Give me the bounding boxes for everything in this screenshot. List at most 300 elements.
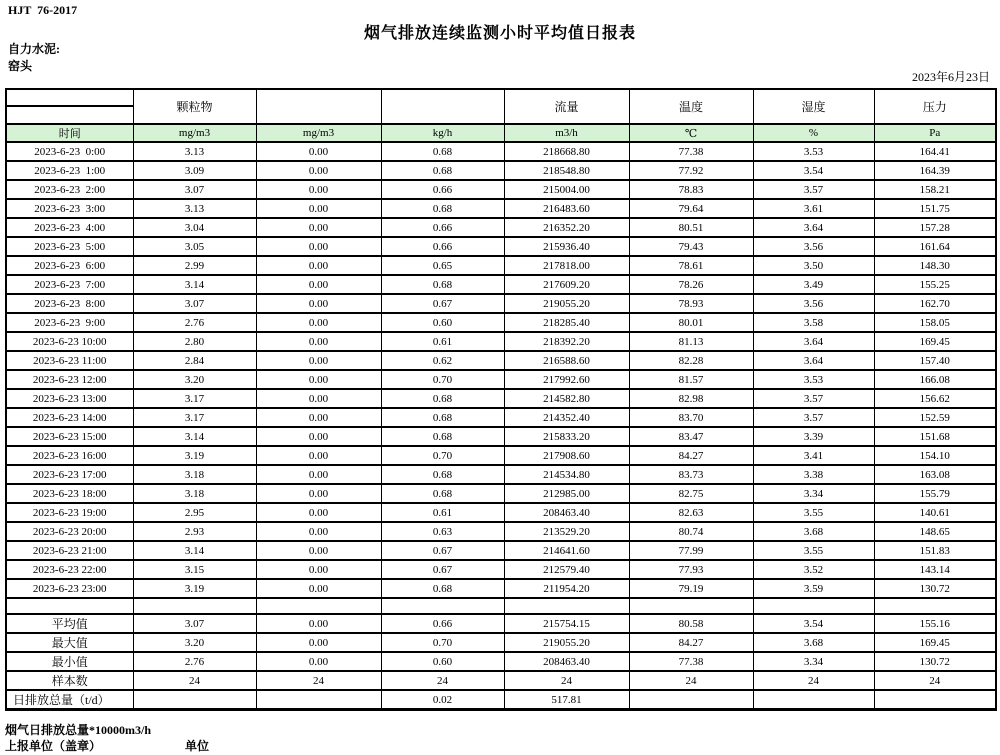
table-row bbox=[6, 541, 996, 560]
value-cell: 0.00 bbox=[256, 199, 381, 218]
value-cell: 83.70 bbox=[629, 408, 753, 427]
value-cell: 0.66 bbox=[381, 180, 504, 199]
value-cell: 208463.40 bbox=[504, 503, 629, 522]
value-cell: 79.19 bbox=[629, 579, 753, 598]
time-header-bottom-cell bbox=[6, 106, 133, 124]
value-cell: 0.70 bbox=[381, 370, 504, 389]
time-cell: 2023-6-23 8:00 bbox=[6, 294, 133, 313]
footer-report-unit: 上报单位（盖章） bbox=[5, 739, 102, 753]
value-cell: 78.93 bbox=[629, 294, 753, 313]
value-cell: 155.79 bbox=[874, 484, 996, 503]
value-cell: 3.57 bbox=[753, 408, 874, 427]
time-cell: 2023-6-23 21:00 bbox=[6, 541, 133, 560]
spacer-cell bbox=[256, 598, 381, 614]
value-cell: 0.61 bbox=[381, 503, 504, 522]
value-cell: 0.00 bbox=[256, 579, 381, 598]
table-row bbox=[6, 484, 996, 503]
value-cell: 0.67 bbox=[381, 294, 504, 313]
spacer-cell bbox=[629, 598, 753, 614]
footer-note: 烟气日排放总量*10000m3/h bbox=[5, 723, 152, 737]
time-cell: 2023-6-23 12:00 bbox=[6, 370, 133, 389]
summary-value-cell: 24 bbox=[874, 671, 996, 690]
value-cell: 218285.40 bbox=[504, 313, 629, 332]
summary-label: 最大值 bbox=[6, 633, 133, 652]
spacer-cell bbox=[6, 598, 133, 614]
summary-value-cell bbox=[629, 690, 753, 710]
value-cell: 3.57 bbox=[753, 389, 874, 408]
value-cell: 3.39 bbox=[753, 427, 874, 446]
value-cell: 3.09 bbox=[133, 161, 256, 180]
value-cell: 0.68 bbox=[381, 142, 504, 161]
table-row bbox=[6, 389, 996, 408]
unit-mgm3: mg/m3 bbox=[256, 124, 381, 142]
value-cell: 3.17 bbox=[133, 408, 256, 427]
table-row bbox=[6, 408, 996, 427]
summary-label: 样本数 bbox=[6, 671, 133, 690]
value-cell: 151.83 bbox=[874, 541, 996, 560]
time-cell: 2023-6-23 9:00 bbox=[6, 313, 133, 332]
value-cell: 158.05 bbox=[874, 313, 996, 332]
time-cell: 2023-6-23 13:00 bbox=[6, 389, 133, 408]
value-cell: 0.00 bbox=[256, 332, 381, 351]
value-cell: 162.70 bbox=[874, 294, 996, 313]
summary-value-cell: 0.00 bbox=[256, 614, 381, 633]
summary-value-cell: 0.70 bbox=[381, 633, 504, 652]
summary-rows bbox=[6, 614, 996, 710]
value-cell: 77.38 bbox=[629, 142, 753, 161]
value-cell: 83.47 bbox=[629, 427, 753, 446]
value-cell: 217818.00 bbox=[504, 256, 629, 275]
value-cell: 3.17 bbox=[133, 389, 256, 408]
value-cell: 151.75 bbox=[874, 199, 996, 218]
summary-value-cell: 24 bbox=[256, 671, 381, 690]
value-cell: 0.00 bbox=[256, 465, 381, 484]
group-header-flow: 流量 bbox=[504, 89, 629, 124]
value-cell: 3.64 bbox=[753, 332, 874, 351]
value-cell: 3.07 bbox=[133, 294, 256, 313]
value-cell: 213529.20 bbox=[504, 522, 629, 541]
value-cell: 82.28 bbox=[629, 351, 753, 370]
value-cell: 218668.80 bbox=[504, 142, 629, 161]
value-cell: 0.62 bbox=[381, 351, 504, 370]
value-cell: 81.13 bbox=[629, 332, 753, 351]
unit-temperature-c: ℃ bbox=[629, 124, 753, 142]
time-cell: 2023-6-23 6:00 bbox=[6, 256, 133, 275]
value-cell: 0.00 bbox=[256, 294, 381, 313]
summary-value-cell: 24 bbox=[133, 671, 256, 690]
table-row bbox=[6, 560, 996, 579]
value-cell: 3.20 bbox=[133, 370, 256, 389]
time-cell: 2023-6-23 17:00 bbox=[6, 465, 133, 484]
value-cell: 215004.00 bbox=[504, 180, 629, 199]
table-row bbox=[6, 218, 996, 237]
summary-value-cell: 130.72 bbox=[874, 652, 996, 671]
value-cell: 0.68 bbox=[381, 408, 504, 427]
unit-humidity-percent: % bbox=[753, 124, 874, 142]
value-cell: 3.56 bbox=[753, 237, 874, 256]
value-cell: 169.45 bbox=[874, 332, 996, 351]
group-header-humidity: 湿度 bbox=[753, 89, 874, 124]
value-cell: 0.00 bbox=[256, 389, 381, 408]
value-cell: 163.08 bbox=[874, 465, 996, 484]
time-cell: 2023-6-23 10:00 bbox=[6, 332, 133, 351]
unit-flow-m3h: m3/h bbox=[504, 124, 629, 142]
value-cell: 78.83 bbox=[629, 180, 753, 199]
value-cell: 211954.20 bbox=[504, 579, 629, 598]
time-header-top-cell bbox=[6, 89, 133, 106]
table-row bbox=[6, 294, 996, 313]
value-cell: 0.00 bbox=[256, 313, 381, 332]
value-cell: 214352.40 bbox=[504, 408, 629, 427]
table-row bbox=[6, 313, 996, 332]
value-cell: 0.65 bbox=[381, 256, 504, 275]
value-cell: 3.53 bbox=[753, 142, 874, 161]
time-cell: 2023-6-23 15:00 bbox=[6, 427, 133, 446]
value-cell: 0.00 bbox=[256, 161, 381, 180]
value-cell: 212579.40 bbox=[504, 560, 629, 579]
table-row bbox=[6, 161, 996, 180]
value-cell: 3.19 bbox=[133, 446, 256, 465]
summary-value-cell: 24 bbox=[629, 671, 753, 690]
value-cell: 3.15 bbox=[133, 560, 256, 579]
spacer-cell bbox=[504, 598, 629, 614]
summary-value-cell: 24 bbox=[381, 671, 504, 690]
summary-label: 日排放总量（t/d） bbox=[6, 690, 133, 710]
value-cell: 3.49 bbox=[753, 275, 874, 294]
value-cell: 0.00 bbox=[256, 256, 381, 275]
summary-row bbox=[6, 652, 996, 671]
group-header-col3 bbox=[256, 89, 381, 124]
summary-value-cell: 2.76 bbox=[133, 652, 256, 671]
summary-value-cell: 77.38 bbox=[629, 652, 753, 671]
unit-particulate-mgm3: mg/m3 bbox=[133, 124, 256, 142]
value-cell: 3.57 bbox=[753, 180, 874, 199]
value-cell: 3.55 bbox=[753, 503, 874, 522]
value-cell: 214582.80 bbox=[504, 389, 629, 408]
value-cell: 0.00 bbox=[256, 218, 381, 237]
summary-value-cell bbox=[753, 690, 874, 710]
table-row bbox=[6, 427, 996, 446]
table-row bbox=[6, 332, 996, 351]
value-cell: 3.58 bbox=[753, 313, 874, 332]
time-cell: 2023-6-23 5:00 bbox=[6, 237, 133, 256]
summary-value-cell: 3.07 bbox=[133, 614, 256, 633]
value-cell: 0.00 bbox=[256, 560, 381, 579]
value-cell: 214534.80 bbox=[504, 465, 629, 484]
value-cell: 214641.60 bbox=[504, 541, 629, 560]
value-cell: 148.65 bbox=[874, 522, 996, 541]
summary-value-cell: 0.66 bbox=[381, 614, 504, 633]
value-cell: 0.68 bbox=[381, 199, 504, 218]
value-cell: 3.59 bbox=[753, 579, 874, 598]
group-header-particulate: 颗粒物 bbox=[133, 89, 256, 124]
value-cell: 2.99 bbox=[133, 256, 256, 275]
table-row bbox=[6, 465, 996, 484]
value-cell: 3.52 bbox=[753, 560, 874, 579]
value-cell: 82.98 bbox=[629, 389, 753, 408]
value-cell: 217992.60 bbox=[504, 370, 629, 389]
time-cell: 2023-6-23 11:00 bbox=[6, 351, 133, 370]
value-cell: 0.00 bbox=[256, 484, 381, 503]
value-cell: 218548.80 bbox=[504, 161, 629, 180]
value-cell: 0.60 bbox=[381, 313, 504, 332]
value-cell: 77.92 bbox=[629, 161, 753, 180]
time-cell: 2023-6-23 4:00 bbox=[6, 218, 133, 237]
value-cell: 0.66 bbox=[381, 237, 504, 256]
value-cell: 3.07 bbox=[133, 180, 256, 199]
value-cell: 217609.20 bbox=[504, 275, 629, 294]
value-cell: 3.34 bbox=[753, 484, 874, 503]
value-cell: 2.93 bbox=[133, 522, 256, 541]
value-cell: 80.51 bbox=[629, 218, 753, 237]
value-cell: 0.70 bbox=[381, 446, 504, 465]
value-cell: 3.61 bbox=[753, 199, 874, 218]
summary-value-cell bbox=[133, 690, 256, 710]
value-cell: 140.61 bbox=[874, 503, 996, 522]
value-cell: 158.21 bbox=[874, 180, 996, 199]
value-cell: 0.00 bbox=[256, 275, 381, 294]
value-cell: 0.00 bbox=[256, 180, 381, 199]
summary-row bbox=[6, 690, 996, 710]
value-cell: 0.67 bbox=[381, 560, 504, 579]
value-cell: 0.68 bbox=[381, 465, 504, 484]
time-cell: 2023-6-23 1:00 bbox=[6, 161, 133, 180]
value-cell: 0.68 bbox=[381, 579, 504, 598]
time-cell: 2023-6-23 2:00 bbox=[6, 180, 133, 199]
spacer-cell bbox=[753, 598, 874, 614]
table-row bbox=[6, 351, 996, 370]
summary-row bbox=[6, 614, 996, 633]
value-cell: 157.28 bbox=[874, 218, 996, 237]
summary-value-cell: 0.00 bbox=[256, 652, 381, 671]
value-cell: 82.63 bbox=[629, 503, 753, 522]
value-cell: 3.64 bbox=[753, 351, 874, 370]
table-row bbox=[6, 180, 996, 199]
summary-row bbox=[6, 671, 996, 690]
value-cell: 0.63 bbox=[381, 522, 504, 541]
summary-value-cell bbox=[874, 690, 996, 710]
value-cell: 0.61 bbox=[381, 332, 504, 351]
table-row bbox=[6, 522, 996, 541]
monitor-point: 窑头 bbox=[8, 59, 33, 73]
summary-value-cell: 0.02 bbox=[381, 690, 504, 710]
time-cell: 2023-6-23 20:00 bbox=[6, 522, 133, 541]
value-cell: 0.67 bbox=[381, 541, 504, 560]
value-cell: 0.68 bbox=[381, 484, 504, 503]
value-cell: 0.68 bbox=[381, 427, 504, 446]
value-cell: 151.68 bbox=[874, 427, 996, 446]
time-cell: 2023-6-23 7:00 bbox=[6, 275, 133, 294]
value-cell: 79.64 bbox=[629, 199, 753, 218]
value-cell: 219055.20 bbox=[504, 294, 629, 313]
value-cell: 81.57 bbox=[629, 370, 753, 389]
value-cell: 0.00 bbox=[256, 503, 381, 522]
spacer-body bbox=[6, 598, 996, 614]
unit-row bbox=[6, 124, 996, 142]
value-cell: 3.18 bbox=[133, 484, 256, 503]
table-row bbox=[6, 446, 996, 465]
value-cell: 215833.20 bbox=[504, 427, 629, 446]
table-row bbox=[6, 256, 996, 275]
value-cell: 2.76 bbox=[133, 313, 256, 332]
value-cell: 3.53 bbox=[753, 370, 874, 389]
summary-value-cell: 84.27 bbox=[629, 633, 753, 652]
summary-label: 平均值 bbox=[6, 614, 133, 633]
group-header-pressure: 压力 bbox=[874, 89, 996, 124]
value-cell: 0.00 bbox=[256, 370, 381, 389]
value-cell: 3.41 bbox=[753, 446, 874, 465]
doc-code: HJT 76-2017 bbox=[8, 3, 78, 17]
summary-value-cell: 3.68 bbox=[753, 633, 874, 652]
value-cell: 2.84 bbox=[133, 351, 256, 370]
summary-value-cell: 3.34 bbox=[753, 652, 874, 671]
summary-value-cell: 208463.40 bbox=[504, 652, 629, 671]
value-cell: 216352.20 bbox=[504, 218, 629, 237]
value-cell: 78.26 bbox=[629, 275, 753, 294]
value-cell: 82.75 bbox=[629, 484, 753, 503]
value-cell: 3.05 bbox=[133, 237, 256, 256]
summary-value-cell: 155.16 bbox=[874, 614, 996, 633]
spacer-cell bbox=[874, 598, 996, 614]
value-cell: 3.68 bbox=[753, 522, 874, 541]
time-cell: 2023-6-23 23:00 bbox=[6, 579, 133, 598]
value-cell: 79.43 bbox=[629, 237, 753, 256]
table-row bbox=[6, 503, 996, 522]
summary-value-cell: 215754.15 bbox=[504, 614, 629, 633]
table-row bbox=[6, 237, 996, 256]
value-cell: 77.93 bbox=[629, 560, 753, 579]
value-cell: 152.59 bbox=[874, 408, 996, 427]
summary-value-cell: 219055.20 bbox=[504, 633, 629, 652]
time-cell: 2023-6-23 16:00 bbox=[6, 446, 133, 465]
table-row bbox=[6, 199, 996, 218]
value-cell: 3.19 bbox=[133, 579, 256, 598]
value-cell: 0.66 bbox=[381, 218, 504, 237]
summary-value-cell: 0.60 bbox=[381, 652, 504, 671]
report-date: 2023年6月23日 bbox=[911, 70, 990, 84]
unit-kgh: kg/h bbox=[381, 124, 504, 142]
value-cell: 3.64 bbox=[753, 218, 874, 237]
value-cell: 166.08 bbox=[874, 370, 996, 389]
page-title: 烟气排放连续监测小时平均值日报表 bbox=[363, 25, 636, 42]
value-cell: 130.72 bbox=[874, 579, 996, 598]
time-cell: 2023-6-23 19:00 bbox=[6, 503, 133, 522]
value-cell: 164.39 bbox=[874, 161, 996, 180]
value-cell: 2.80 bbox=[133, 332, 256, 351]
summary-value-cell: 517.81 bbox=[504, 690, 629, 710]
value-cell: 83.73 bbox=[629, 465, 753, 484]
value-cell: 78.61 bbox=[629, 256, 753, 275]
value-cell: 3.14 bbox=[133, 427, 256, 446]
value-cell: 0.00 bbox=[256, 142, 381, 161]
value-cell: 212985.00 bbox=[504, 484, 629, 503]
value-cell: 216483.60 bbox=[504, 199, 629, 218]
value-cell: 0.00 bbox=[256, 522, 381, 541]
table-row bbox=[6, 370, 996, 389]
value-cell: 157.40 bbox=[874, 351, 996, 370]
value-cell: 3.55 bbox=[753, 541, 874, 560]
value-cell: 148.30 bbox=[874, 256, 996, 275]
footer-unit-label: 单位 bbox=[185, 739, 210, 753]
value-cell: 3.04 bbox=[133, 218, 256, 237]
time-cell: 2023-6-23 18:00 bbox=[6, 484, 133, 503]
summary-value-cell: 0.00 bbox=[256, 633, 381, 652]
value-cell: 3.14 bbox=[133, 541, 256, 560]
spacer-cell bbox=[381, 598, 504, 614]
summary-value-cell: 80.58 bbox=[629, 614, 753, 633]
time-cell: 2023-6-23 22:00 bbox=[6, 560, 133, 579]
time-cell: 2023-6-23 3:00 bbox=[6, 199, 133, 218]
value-cell: 0.00 bbox=[256, 237, 381, 256]
value-cell: 0.68 bbox=[381, 161, 504, 180]
group-header-row bbox=[6, 89, 996, 106]
value-cell: 215936.40 bbox=[504, 237, 629, 256]
value-cell: 0.00 bbox=[256, 446, 381, 465]
value-cell: 154.10 bbox=[874, 446, 996, 465]
value-cell: 3.38 bbox=[753, 465, 874, 484]
summary-label: 最小值 bbox=[6, 652, 133, 671]
spacer-row bbox=[6, 598, 996, 614]
table-row bbox=[6, 142, 996, 161]
data-rows bbox=[6, 142, 996, 598]
value-cell: 77.99 bbox=[629, 541, 753, 560]
value-cell: 2.95 bbox=[133, 503, 256, 522]
company-name: 自力水泥: bbox=[8, 42, 60, 56]
value-cell: 164.41 bbox=[874, 142, 996, 161]
spacer-cell bbox=[133, 598, 256, 614]
value-cell: 217908.60 bbox=[504, 446, 629, 465]
report-table bbox=[5, 88, 997, 711]
value-cell: 3.54 bbox=[753, 161, 874, 180]
summary-value-cell: 3.20 bbox=[133, 633, 256, 652]
summary-value-cell: 24 bbox=[504, 671, 629, 690]
value-cell: 3.13 bbox=[133, 142, 256, 161]
value-cell: 84.27 bbox=[629, 446, 753, 465]
unit-time: 时间 bbox=[6, 124, 133, 142]
summary-value-cell: 3.54 bbox=[753, 614, 874, 633]
value-cell: 218392.20 bbox=[504, 332, 629, 351]
value-cell: 3.56 bbox=[753, 294, 874, 313]
time-cell: 2023-6-23 0:00 bbox=[6, 142, 133, 161]
summary-row bbox=[6, 633, 996, 652]
value-cell: 3.18 bbox=[133, 465, 256, 484]
group-header-col4 bbox=[381, 89, 504, 124]
time-cell: 2023-6-23 14:00 bbox=[6, 408, 133, 427]
value-cell: 155.25 bbox=[874, 275, 996, 294]
value-cell: 0.00 bbox=[256, 408, 381, 427]
value-cell: 156.62 bbox=[874, 389, 996, 408]
value-cell: 161.64 bbox=[874, 237, 996, 256]
value-cell: 3.13 bbox=[133, 199, 256, 218]
summary-value-cell: 24 bbox=[753, 671, 874, 690]
value-cell: 216588.60 bbox=[504, 351, 629, 370]
value-cell: 0.68 bbox=[381, 389, 504, 408]
value-cell: 143.14 bbox=[874, 560, 996, 579]
summary-value-cell bbox=[256, 690, 381, 710]
value-cell: 3.50 bbox=[753, 256, 874, 275]
value-cell: 80.01 bbox=[629, 313, 753, 332]
value-cell: 0.00 bbox=[256, 351, 381, 370]
unit-pressure-pa: Pa bbox=[874, 124, 996, 142]
value-cell: 3.14 bbox=[133, 275, 256, 294]
summary-value-cell: 169.45 bbox=[874, 633, 996, 652]
value-cell: 80.74 bbox=[629, 522, 753, 541]
group-header-temperature: 温度 bbox=[629, 89, 753, 124]
value-cell: 0.68 bbox=[381, 275, 504, 294]
value-cell: 0.00 bbox=[256, 541, 381, 560]
table-row bbox=[6, 275, 996, 294]
table-row bbox=[6, 579, 996, 598]
